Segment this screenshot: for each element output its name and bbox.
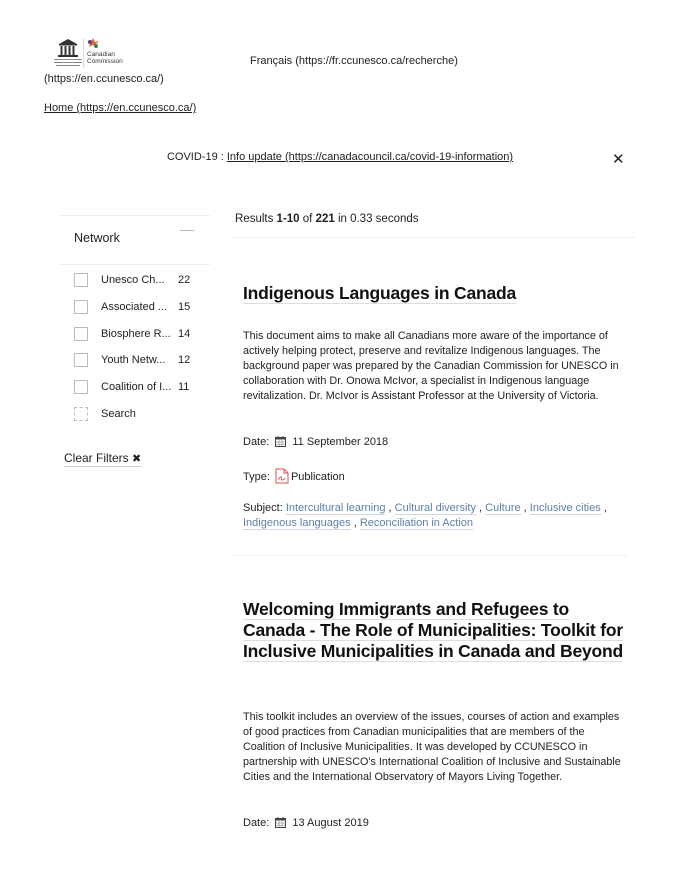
- logo-url-text[interactable]: (https://en.ccunesco.ca/): [44, 73, 164, 85]
- logo-wordmark: Canadian Commission: [87, 51, 123, 65]
- facet-checkbox[interactable]: [74, 327, 88, 341]
- facet-checkbox[interactable]: [74, 300, 88, 314]
- results-suffix: in 0.33 seconds: [334, 213, 419, 225]
- collapse-icon[interactable]: [180, 230, 194, 231]
- result-date: [243, 817, 369, 829]
- banner-separator: :: [217, 151, 227, 163]
- facet-item-count: 14: [178, 328, 191, 340]
- facet-item-count: 12: [178, 354, 191, 366]
- facet-item-label: Coalition of I...: [101, 381, 172, 393]
- facet-item-label: Associated ...: [101, 301, 168, 313]
- banner-info-link[interactable]: Info update (https://canadacouncil.ca/covid-19-information): [226, 151, 514, 163]
- close-icon: ✖: [132, 453, 142, 465]
- facet-item-count: 22: [178, 274, 191, 286]
- covid-banner: [0, 151, 680, 163]
- results-total: 221: [315, 213, 335, 225]
- facet-title: Network: [74, 231, 120, 245]
- subject-tag[interactable]: Cultural diversity: [394, 502, 476, 514]
- subject-label: Subject:: [243, 502, 283, 514]
- facet-checkbox[interactable]: [74, 273, 88, 287]
- type-value: Publication: [290, 471, 345, 483]
- subject-tag[interactable]: Indigenous languages: [243, 517, 351, 529]
- results-of: of: [299, 213, 316, 225]
- result-type: [243, 468, 345, 484]
- subject-tag[interactable]: Intercultural learning: [285, 502, 386, 514]
- result-title-link[interactable]: Indigenous Languages in Canada: [243, 283, 517, 303]
- facet-item-label: Biosphere R...: [101, 328, 171, 340]
- facet-search-checkbox[interactable]: [74, 407, 88, 421]
- subject-tag[interactable]: Inclusive cities: [529, 502, 601, 514]
- banner-lead: COVID-19: [166, 151, 218, 163]
- facet-checkbox[interactable]: [74, 380, 88, 394]
- facet-item-count: 11: [178, 381, 190, 393]
- clear-filters-label: Clear Filters: [64, 451, 129, 465]
- result-subjects: Subject: Intercultural learning , Cultural diversity , Culture , Inclusive cities , Indigenous languages , Reconciliation in Action: [243, 502, 607, 529]
- calendar-icon: [275, 817, 286, 828]
- date-value: 13 August 2019: [292, 817, 369, 829]
- facet-search-label: Search: [101, 408, 136, 420]
- result-title-link[interactable]: Welcoming Immigrants and Refugees to Canada - The Role of Municipalities: Toolkit for Inclusive Municipalities in Canada and Beyond: [243, 599, 623, 661]
- home-link[interactable]: Home (https://en.ccunesco.ca/): [44, 102, 197, 114]
- date-label: Date:: [243, 817, 270, 829]
- pdf-document-icon: [275, 468, 289, 484]
- result-description: This document aims to make all Canadians more aware of the importance of actively helping protect, preserve and revitalize Indigenous languages. The background paper was prepared by the Canadian Commission for UNESCO in collaboration with Dr. Onowa McIvor, a specialist in Indigenous language revitalization. Dr. McIvor is Assistant Professor at the University of Victoria.: [243, 330, 619, 402]
- subject-tag[interactable]: Culture: [485, 502, 521, 514]
- date-label: Date:: [243, 436, 270, 448]
- facet-checkbox[interactable]: [74, 353, 88, 367]
- close-icon[interactable]: ✕: [612, 151, 625, 168]
- facet-item-label: Unesco Ch...: [101, 274, 165, 286]
- result-title[interactable]: [243, 283, 623, 304]
- divider: [232, 237, 636, 238]
- facet-item-count: 15: [178, 301, 191, 313]
- result-description: This toolkit includes an overview of the issues, courses of action and examples of good practices from Canadian municipalities that are members of the Coalition of Inclusive Municipalities. It was developed by CCUNESCO in partnership with UNESCO's International Coalition of Inclusive and Sustainable Cities and the International Observatory of Mayors Living Together.: [243, 711, 621, 783]
- results-summary: [235, 213, 419, 225]
- facet-item-label: Youth Netw...: [101, 354, 166, 366]
- subject-tag[interactable]: Reconciliation in Action: [359, 517, 473, 529]
- language-switch-link[interactable]: Français (https://fr.ccunesco.ca/recherche): [250, 55, 458, 67]
- results-prefix: Results: [235, 213, 277, 225]
- date-value: 11 September 2018: [292, 436, 389, 448]
- calendar-icon: [275, 436, 286, 447]
- clear-filters-button[interactable]: [64, 451, 141, 467]
- type-label: Type:: [243, 471, 270, 483]
- results-range: 1-10: [276, 213, 300, 225]
- divider: [232, 555, 628, 556]
- result-date: [243, 436, 388, 448]
- result-title[interactable]: [243, 599, 628, 662]
- site-logo[interactable]: [54, 36, 128, 70]
